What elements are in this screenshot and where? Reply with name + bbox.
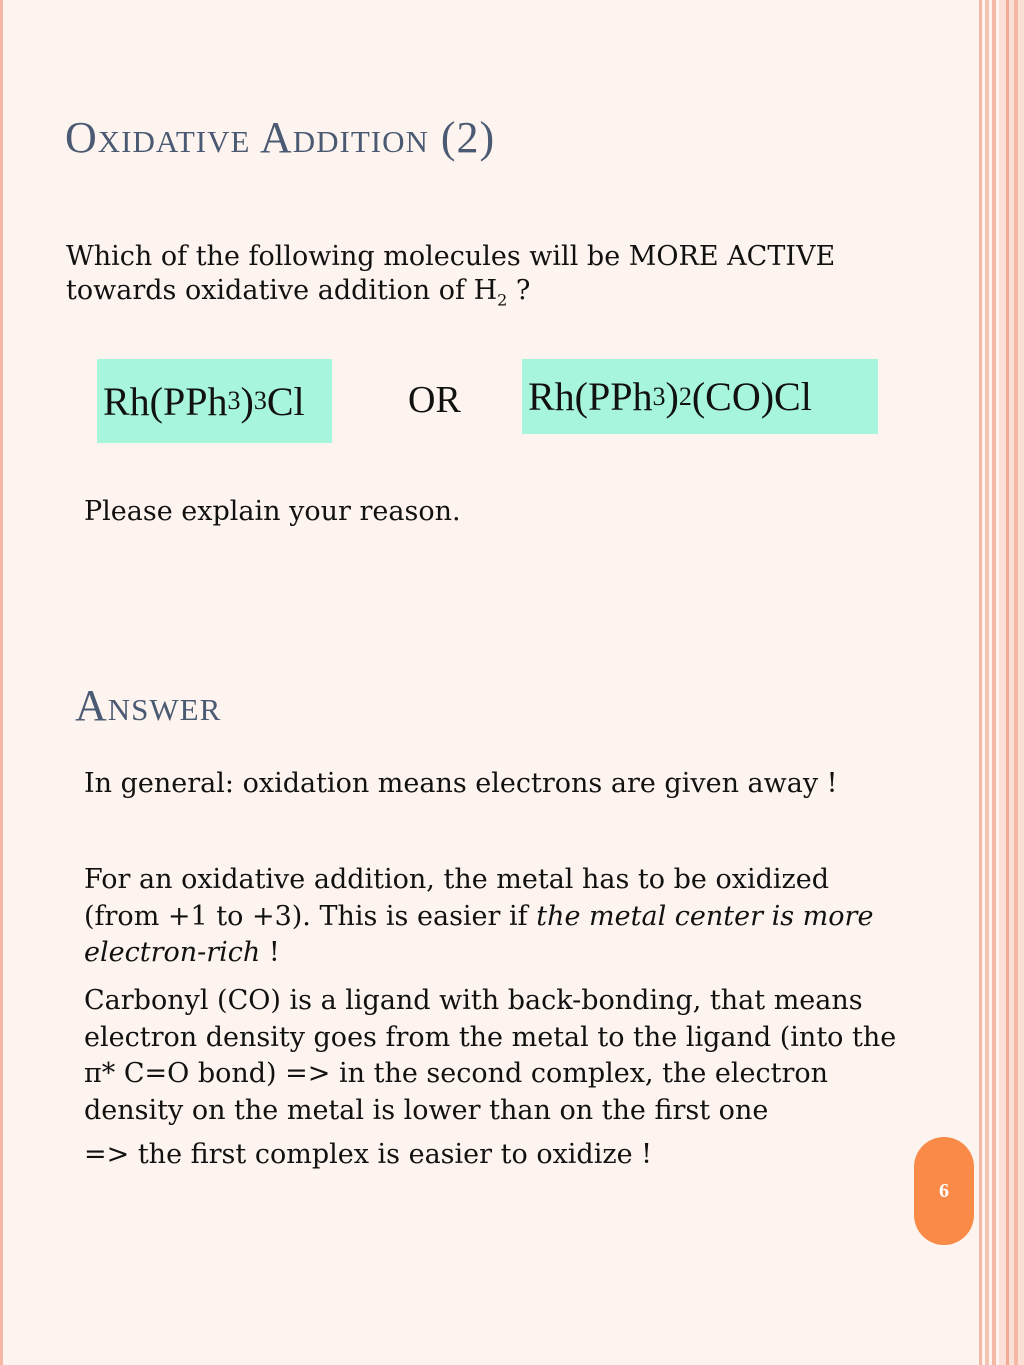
explain-prompt: Please explain your reason.: [84, 496, 461, 527]
molecule-a-part: Cl: [266, 378, 305, 424]
molecule-b-sub: 2: [678, 381, 692, 411]
answer-paragraph-3: Carbonyl (CO) is a ligand with back-bonding, that means electron density goes from the metal to the ligand (into the π* C=O bond) => in the second complex, the electron density on the metal is lower than on the first one: [84, 985, 897, 1126]
question-body: Which of the following molecules will be MORE ACTIVE towards oxidative addition of H: [66, 241, 836, 306]
molecule-a-sub: 3: [227, 386, 241, 415]
question-end: ?: [507, 275, 531, 306]
molecule-b-part: ): [665, 374, 679, 419]
molecule-b-sub: 3: [652, 381, 666, 411]
decor-stripe: [1014, 0, 1018, 1365]
decor-stripe: [999, 0, 1024, 1365]
answer-paragraph-4: => the first complex is easier to oxidize !: [84, 1139, 652, 1170]
or-separator: OR: [408, 379, 461, 421]
decor-stripe: [979, 0, 982, 1365]
molecule-a-part: Rh(PPh: [103, 378, 228, 424]
decor-stripe: [985, 0, 989, 1365]
answer-p2-end: !: [260, 937, 280, 968]
question-text: [66, 240, 906, 317]
answer-paragraph-2: [84, 862, 904, 972]
molecule-b-part: Rh(PPh: [528, 374, 653, 419]
molecule-b-part: (CO)Cl: [691, 374, 812, 419]
molecule-a-part: ): [240, 378, 254, 424]
h2-subscript: 2: [497, 290, 508, 310]
page-number-badge: 6: [914, 1137, 974, 1245]
decor-stripe: [992, 0, 996, 1365]
answer-p2-start: For an oxidative addition, the metal has to be oxidized (from +1 to +3). This is easier if: [84, 864, 829, 932]
molecule-b-box: [522, 359, 878, 434]
answer-paragraph-1: In general: oxidation means electrons are given away !: [84, 768, 838, 799]
slide-title: Oxidative Addition (2): [65, 113, 496, 162]
decor-stripe: [1006, 0, 1009, 1365]
answer-p2-italic: the metal center is more electron-rich: [84, 900, 874, 968]
left-border: [0, 0, 3, 1365]
molecule-a-sub: 3: [253, 386, 267, 415]
answer-heading: Answer: [75, 681, 222, 730]
molecule-a-box: [97, 359, 332, 443]
